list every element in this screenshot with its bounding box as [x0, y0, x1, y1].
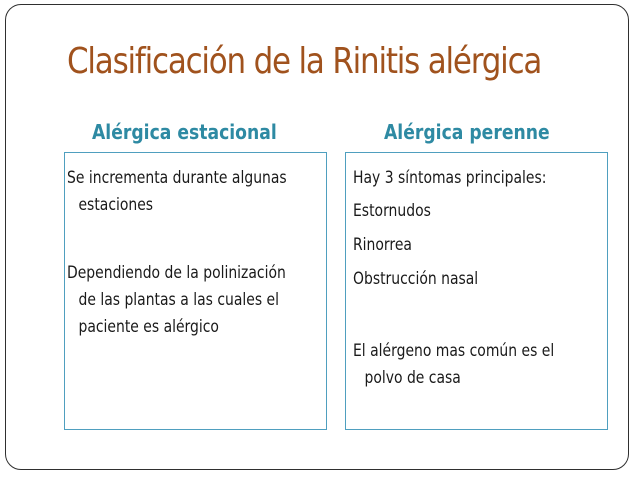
paragraph-line: paciente es alérgico — [78, 317, 219, 337]
perennial-item-3: Rinorrea — [353, 235, 412, 255]
paragraph-line: de las plantas a las cuales el — [78, 290, 279, 310]
seasonal-paragraph-2 — [67, 260, 286, 341]
column-header-seasonal: Alérgica estacional — [92, 120, 277, 144]
seasonal-paragraph-1 — [67, 165, 287, 219]
column-header-perennial: Alérgica perenne — [384, 120, 550, 144]
perennial-item-2: Estornudos — [353, 201, 431, 221]
perennial-note — [353, 338, 554, 392]
paragraph-line: El alérgeno mas común es el — [353, 341, 555, 361]
perennial-item-1: Hay 3 síntomas principales: — [353, 168, 547, 188]
perennial-content-box — [345, 152, 608, 430]
paragraph-line: Dependiendo de la polinización — [67, 263, 286, 283]
paragraph-line: estaciones — [78, 195, 154, 215]
paragraph-line: polvo de casa — [364, 368, 461, 388]
slide-title: Clasificación de la Rinitis alérgica — [67, 41, 542, 82]
seasonal-content-box — [64, 152, 327, 430]
perennial-item-4: Obstrucción nasal — [353, 269, 479, 289]
paragraph-line: Se incrementa durante algunas — [67, 168, 287, 188]
